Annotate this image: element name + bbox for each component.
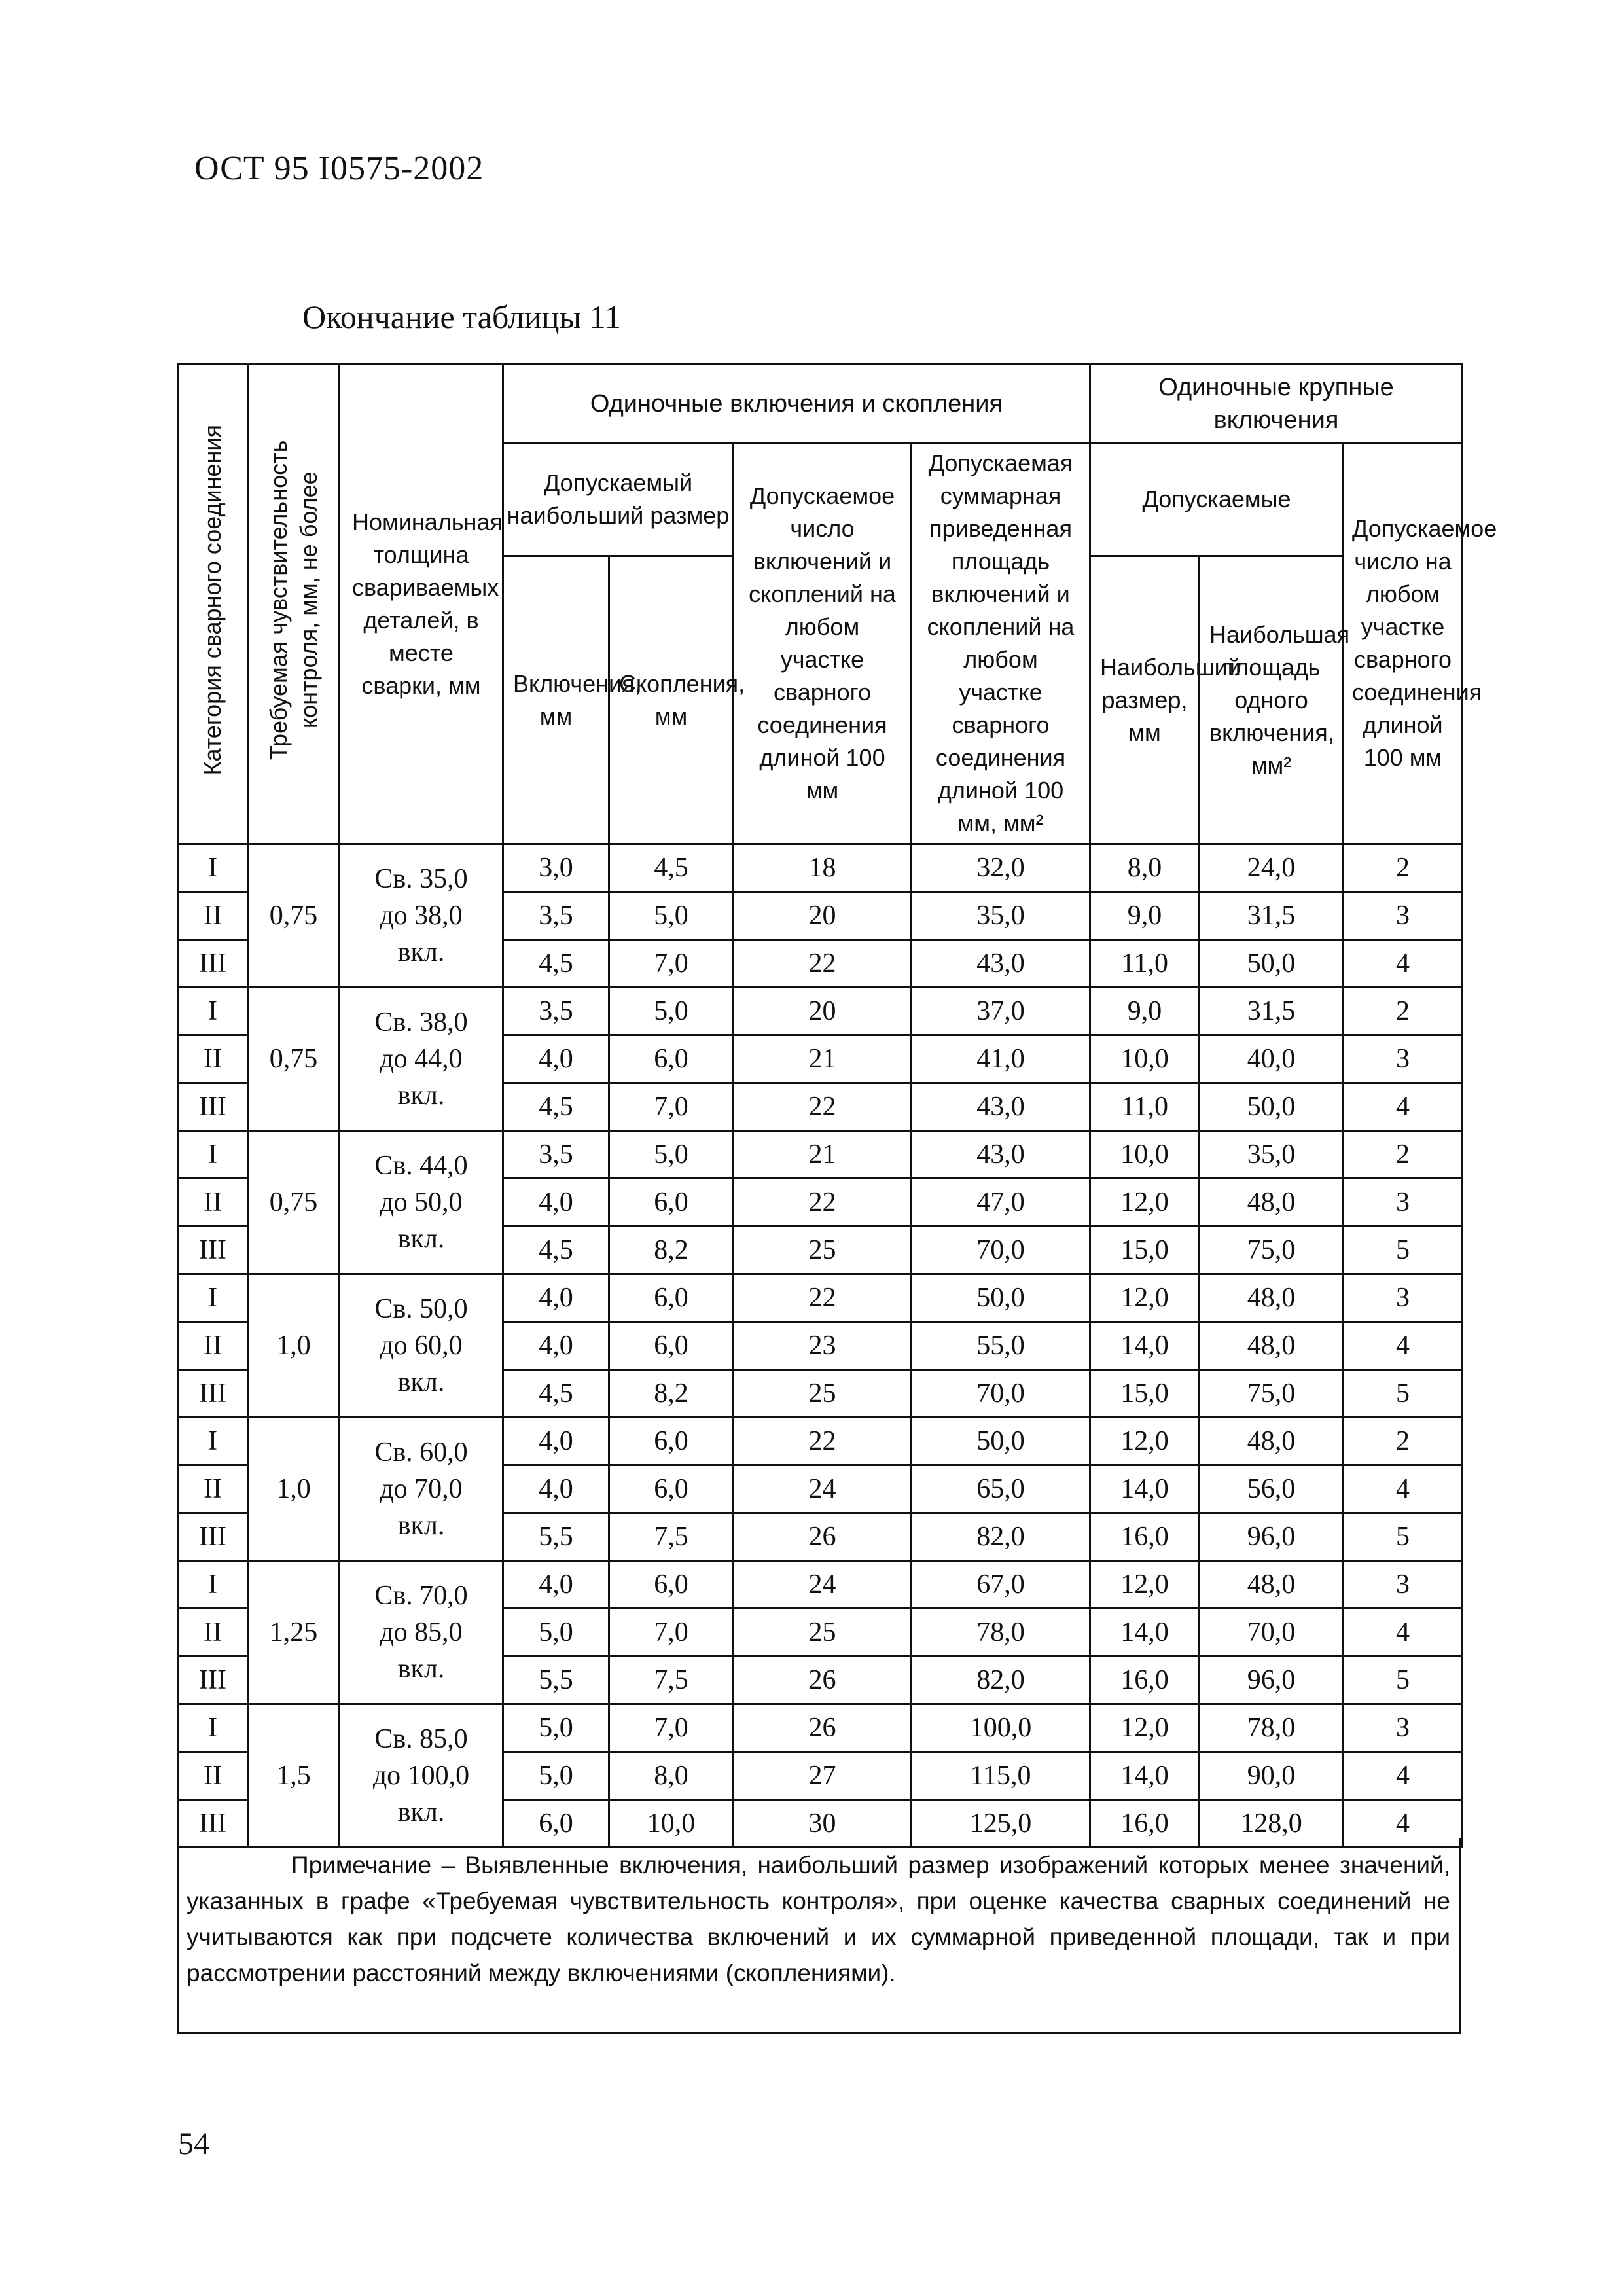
cell-clus: 8,2 (609, 1227, 734, 1274)
cell-count: 26 (734, 1657, 912, 1704)
cell-area: 115,0 (912, 1752, 1090, 1800)
cell-area: 70,0 (912, 1370, 1090, 1418)
cell-lsize: 9,0 (1090, 892, 1200, 940)
cell-incl: 5,0 (503, 1704, 609, 1752)
cell-lsize: 16,0 (1090, 1513, 1200, 1561)
cell-larea: 56,0 (1200, 1465, 1344, 1513)
cell-incl: 3,5 (503, 1131, 609, 1179)
cell-larea: 48,0 (1200, 1418, 1344, 1465)
header-largest-size: Наибольший размер, мм (1090, 556, 1200, 844)
cell-count: 25 (734, 1609, 912, 1657)
cell-larea: 48,0 (1200, 1322, 1344, 1370)
cell-category: II (178, 1322, 248, 1370)
cell-category: I (178, 1704, 248, 1752)
cell-incl: 4,0 (503, 1465, 609, 1513)
cell-lsize: 12,0 (1090, 1418, 1200, 1465)
cell-category: III (178, 940, 248, 988)
cell-incl: 4,5 (503, 1083, 609, 1131)
cell-incl: 4,0 (503, 1179, 609, 1227)
cell-clus: 6,0 (609, 1035, 734, 1083)
header-allowed-count: Допускаемое число на любом участке сварного соединения длиной 100 мм (1344, 443, 1463, 844)
table-row (178, 1704, 1463, 1752)
cell-count: 22 (734, 1179, 912, 1227)
header-clusters: Скопления, мм (609, 556, 734, 844)
cell-lcount: 3 (1344, 1561, 1463, 1609)
table-row (178, 1131, 1463, 1179)
cell-area: 43,0 (912, 1083, 1090, 1131)
cell-sensitivity: 1,5 (248, 1704, 340, 1848)
cell-lsize: 10,0 (1090, 1131, 1200, 1179)
header-largest-area: Наибольшая площадь одного включения, мм² (1200, 556, 1344, 844)
table-row (178, 1561, 1463, 1609)
cell-category: III (178, 1083, 248, 1131)
cell-thickness: Св. 60,0 до 70,0 вкл. (340, 1418, 503, 1561)
cell-lsize: 12,0 (1090, 1561, 1200, 1609)
cell-count: 27 (734, 1752, 912, 1800)
cell-thickness: Св. 44,0 до 50,0 вкл. (340, 1131, 503, 1274)
cell-sensitivity: 1,0 (248, 1418, 340, 1561)
cell-lsize: 9,0 (1090, 988, 1200, 1035)
cell-category: II (178, 1035, 248, 1083)
cell-lsize: 12,0 (1090, 1179, 1200, 1227)
cell-count: 23 (734, 1322, 912, 1370)
cell-count: 21 (734, 1131, 912, 1179)
cell-lcount: 2 (1344, 1131, 1463, 1179)
cell-incl: 3,0 (503, 844, 609, 892)
cell-clus: 7,0 (609, 1083, 734, 1131)
cell-incl: 4,5 (503, 940, 609, 988)
cell-incl: 4,5 (503, 1227, 609, 1274)
cell-category: III (178, 1657, 248, 1704)
cell-area: 55,0 (912, 1322, 1090, 1370)
cell-incl: 5,5 (503, 1657, 609, 1704)
cell-lsize: 12,0 (1090, 1274, 1200, 1322)
cell-larea: 75,0 (1200, 1370, 1344, 1418)
cell-thickness: Св. 35,0 до 38,0 вкл. (340, 844, 503, 988)
cell-lsize: 16,0 (1090, 1657, 1200, 1704)
cell-area: 50,0 (912, 1418, 1090, 1465)
cell-clus: 6,0 (609, 1465, 734, 1513)
cell-larea: 31,5 (1200, 892, 1344, 940)
cell-lsize: 14,0 (1090, 1609, 1200, 1657)
cell-category: III (178, 1227, 248, 1274)
cell-incl: 5,5 (503, 1513, 609, 1561)
cell-count: 22 (734, 940, 912, 988)
cell-clus: 6,0 (609, 1561, 734, 1609)
cell-incl: 3,5 (503, 988, 609, 1035)
cell-sensitivity: 0,75 (248, 988, 340, 1131)
cell-lcount: 5 (1344, 1657, 1463, 1704)
cell-area: 37,0 (912, 988, 1090, 1035)
cell-area: 43,0 (912, 1131, 1090, 1179)
cell-lsize: 11,0 (1090, 940, 1200, 988)
cell-category: II (178, 1609, 248, 1657)
table-body (178, 844, 1463, 1848)
cell-thickness: Св. 70,0 до 85,0 вкл. (340, 1561, 503, 1704)
header-thickness: Номинальная толщина свариваемых деталей, в месте сварки, мм (340, 365, 503, 844)
cell-clus: 7,0 (609, 1609, 734, 1657)
note-label: Примечание – (291, 1852, 455, 1878)
cell-count: 21 (734, 1035, 912, 1083)
cell-clus: 6,0 (609, 1274, 734, 1322)
header-inclusions: Включения, мм (503, 556, 609, 844)
cell-larea: 48,0 (1200, 1274, 1344, 1322)
cell-lsize: 11,0 (1090, 1083, 1200, 1131)
cell-count: 25 (734, 1227, 912, 1274)
note-text: Выявленные включения, наибольший размер изображений которых менее значений, указанных в графе «Требуемая чувствительность контроля», при оценке качества сварных соединений не учитываются как при подсчете количества включений и их суммарной приведенной площади, так и при рассмотрении расстояний между включениями (скоплениями). (187, 1852, 1450, 1986)
cell-area: 65,0 (912, 1465, 1090, 1513)
cell-clus: 7,0 (609, 1704, 734, 1752)
cell-lsize: 14,0 (1090, 1752, 1200, 1800)
cell-incl: 5,0 (503, 1752, 609, 1800)
cell-larea: 50,0 (1200, 1083, 1344, 1131)
cell-category: I (178, 1561, 248, 1609)
cell-larea: 50,0 (1200, 940, 1344, 988)
cell-sensitivity: 1,25 (248, 1561, 340, 1704)
cell-category: III (178, 1513, 248, 1561)
cell-clus: 7,5 (609, 1657, 734, 1704)
cell-larea: 75,0 (1200, 1227, 1344, 1274)
inclusions-table (177, 363, 1497, 1848)
cell-larea: 35,0 (1200, 1131, 1344, 1179)
cell-clus: 6,0 (609, 1179, 734, 1227)
cell-clus: 5,0 (609, 988, 734, 1035)
cell-category: II (178, 1752, 248, 1800)
cell-incl: 4,0 (503, 1274, 609, 1322)
cell-lcount: 4 (1344, 1609, 1463, 1657)
header-max-size: Допускаемый наибольший размер (503, 443, 734, 556)
cell-larea: 48,0 (1200, 1561, 1344, 1609)
cell-lcount: 3 (1344, 1704, 1463, 1752)
table-row (178, 988, 1463, 1035)
cell-area: 41,0 (912, 1035, 1090, 1083)
cell-count: 22 (734, 1274, 912, 1322)
cell-lcount: 2 (1344, 1418, 1463, 1465)
cell-incl: 3,5 (503, 892, 609, 940)
cell-thickness: Св. 85,0 до 100,0 вкл. (340, 1704, 503, 1848)
table-row (178, 844, 1463, 892)
cell-lsize: 14,0 (1090, 1465, 1200, 1513)
cell-lsize: 15,0 (1090, 1370, 1200, 1418)
cell-count: 25 (734, 1370, 912, 1418)
cell-incl: 6,0 (503, 1800, 609, 1848)
cell-area: 50,0 (912, 1274, 1090, 1322)
cell-thickness: Св. 50,0 до 60,0 вкл. (340, 1274, 503, 1418)
cell-area: 32,0 (912, 844, 1090, 892)
cell-larea: 128,0 (1200, 1800, 1344, 1848)
cell-sensitivity: 1,0 (248, 1274, 340, 1418)
cell-count: 20 (734, 988, 912, 1035)
cell-lsize: 16,0 (1090, 1800, 1200, 1848)
table-row (178, 1274, 1463, 1322)
cell-clus: 5,0 (609, 1131, 734, 1179)
cell-incl: 4,0 (503, 1561, 609, 1609)
cell-area: 78,0 (912, 1609, 1090, 1657)
cell-lsize: 15,0 (1090, 1227, 1200, 1274)
cell-larea: 70,0 (1200, 1609, 1344, 1657)
cell-larea: 40,0 (1200, 1035, 1344, 1083)
cell-larea: 31,5 (1200, 988, 1344, 1035)
cell-larea: 90,0 (1200, 1752, 1344, 1800)
cell-lcount: 5 (1344, 1513, 1463, 1561)
cell-incl: 4,0 (503, 1322, 609, 1370)
cell-clus: 10,0 (609, 1800, 734, 1848)
cell-clus: 6,0 (609, 1322, 734, 1370)
cell-area: 70,0 (912, 1227, 1090, 1274)
cell-clus: 7,5 (609, 1513, 734, 1561)
cell-category: I (178, 988, 248, 1035)
cell-count: 26 (734, 1513, 912, 1561)
cell-category: I (178, 844, 248, 892)
cell-area: 43,0 (912, 940, 1090, 988)
cell-clus: 4,5 (609, 844, 734, 892)
cell-larea: 96,0 (1200, 1657, 1344, 1704)
cell-lcount: 4 (1344, 1322, 1463, 1370)
cell-count: 22 (734, 1418, 912, 1465)
cell-thickness: Св. 38,0 до 44,0 вкл. (340, 988, 503, 1131)
cell-sensitivity: 0,75 (248, 844, 340, 988)
cell-lsize: 12,0 (1090, 1704, 1200, 1752)
cell-lcount: 5 (1344, 1370, 1463, 1418)
cell-count: 18 (734, 844, 912, 892)
cell-count: 20 (734, 892, 912, 940)
header-category: Категория сварного соединения (178, 365, 248, 844)
cell-larea: 48,0 (1200, 1179, 1344, 1227)
cell-lcount: 4 (1344, 1465, 1463, 1513)
cell-clus: 6,0 (609, 1418, 734, 1465)
cell-incl: 5,0 (503, 1609, 609, 1657)
header-area: Допускаемая суммарная приведенная площадь включений и скоплений на любом участке сварного соединения длиной 100 мм, мм² (912, 443, 1090, 844)
document-code: ОСТ 95 I0575-2002 (194, 150, 484, 187)
cell-sensitivity: 0,75 (248, 1131, 340, 1274)
cell-incl: 4,5 (503, 1370, 609, 1418)
cell-category: I (178, 1418, 248, 1465)
cell-area: 35,0 (912, 892, 1090, 940)
cell-incl: 4,0 (503, 1418, 609, 1465)
cell-incl: 4,0 (503, 1035, 609, 1083)
cell-count: 26 (734, 1704, 912, 1752)
cell-count: 24 (734, 1561, 912, 1609)
cell-category: I (178, 1131, 248, 1179)
table-caption: Окончание таблицы 11 (302, 298, 621, 335)
cell-area: 47,0 (912, 1179, 1090, 1227)
table-row (178, 1418, 1463, 1465)
header-group-single: Одиночные включения и скопления (503, 365, 1090, 443)
cell-larea: 96,0 (1200, 1513, 1344, 1561)
cell-larea: 24,0 (1200, 844, 1344, 892)
cell-area: 82,0 (912, 1513, 1090, 1561)
header-allowed: Допускаемые (1090, 443, 1344, 556)
cell-clus: 8,2 (609, 1370, 734, 1418)
header-sensitivity: Требуемая чувствительность контроля, мм, не более (248, 365, 340, 844)
cell-lsize: 8,0 (1090, 844, 1200, 892)
cell-lsize: 10,0 (1090, 1035, 1200, 1083)
cell-lcount: 5 (1344, 1227, 1463, 1274)
table-note (177, 1838, 1461, 2034)
cell-lcount: 2 (1344, 844, 1463, 892)
cell-lcount: 4 (1344, 940, 1463, 988)
cell-count: 24 (734, 1465, 912, 1513)
cell-category: II (178, 892, 248, 940)
header-group-large: Одиночные крупные включения (1090, 365, 1463, 443)
page-number: 54 (178, 2126, 209, 2161)
cell-count: 22 (734, 1083, 912, 1131)
cell-category: I (178, 1274, 248, 1322)
cell-larea: 78,0 (1200, 1704, 1344, 1752)
cell-lsize: 14,0 (1090, 1322, 1200, 1370)
cell-lcount: 3 (1344, 892, 1463, 940)
cell-clus: 5,0 (609, 892, 734, 940)
cell-area: 100,0 (912, 1704, 1090, 1752)
cell-lcount: 3 (1344, 1035, 1463, 1083)
cell-clus: 8,0 (609, 1752, 734, 1800)
cell-category: II (178, 1179, 248, 1227)
cell-area: 125,0 (912, 1800, 1090, 1848)
cell-clus: 7,0 (609, 940, 734, 988)
cell-lcount: 4 (1344, 1752, 1463, 1800)
cell-category: III (178, 1370, 248, 1418)
cell-lcount: 3 (1344, 1274, 1463, 1322)
cell-area: 67,0 (912, 1561, 1090, 1609)
cell-lcount: 4 (1344, 1800, 1463, 1848)
cell-category: III (178, 1800, 248, 1848)
cell-area: 82,0 (912, 1657, 1090, 1704)
cell-category: II (178, 1465, 248, 1513)
cell-lcount: 3 (1344, 1179, 1463, 1227)
cell-count: 30 (734, 1800, 912, 1848)
cell-lcount: 4 (1344, 1083, 1463, 1131)
cell-lcount: 2 (1344, 988, 1463, 1035)
header-count: Допускаемое число включений и скоплений на любом участке сварного соединения длиной 100 мм (734, 443, 912, 844)
